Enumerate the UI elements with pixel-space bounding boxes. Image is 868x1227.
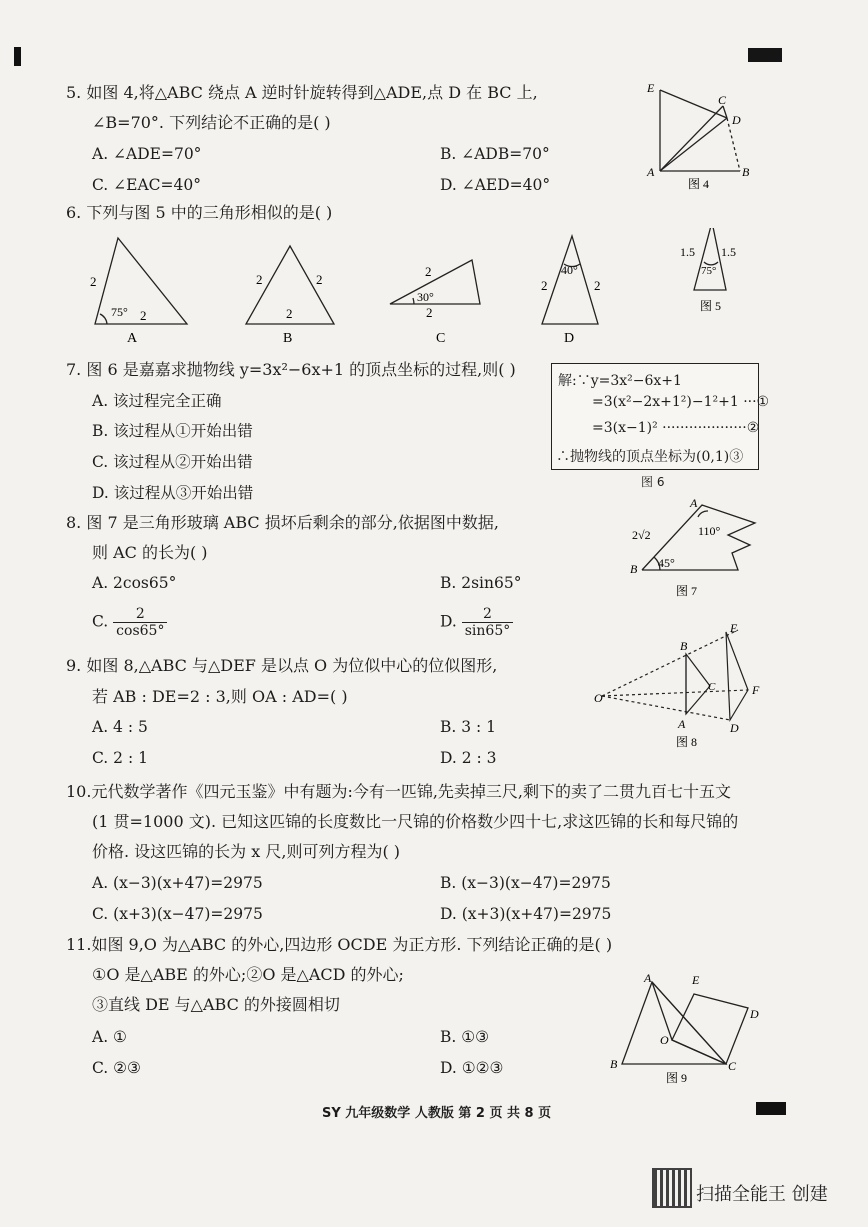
fig7-side: 2√2	[632, 528, 651, 542]
fig-c-side2: 2	[426, 305, 433, 320]
fig6-caption: 图 6	[641, 475, 665, 489]
q6-line1: 6. 下列与图 5 中的三角形相似的是( )	[66, 203, 333, 222]
q7-line1: 7. 图 6 是嘉嘉求抛物线 y=3x²−6x+1 的顶点坐标的过程,则( )	[66, 360, 516, 379]
q9-option-a[interactable]: A. 4 : 5	[92, 718, 148, 736]
q5-option-d[interactable]: D. ∠AED=40°	[440, 176, 551, 194]
q10-option-d[interactable]: D. (x+3)(x+47)=2975	[440, 905, 612, 923]
fig-a-label: A	[127, 331, 138, 346]
figure-9	[600, 968, 770, 1088]
q11-option-c[interactable]: C. ②③	[92, 1059, 141, 1077]
qr-code-icon	[652, 1168, 692, 1208]
q8-option-d-fraction	[462, 606, 514, 639]
fig9-caption: 图 9	[666, 1071, 688, 1085]
q11-line3: ③直线 DE 与△ABC 的外接圆相切	[92, 995, 340, 1014]
solution-line2: =3(x²−2x+1²)−1²+1 ···①	[592, 394, 770, 410]
fig8-caption: 图 8	[676, 735, 698, 749]
fig5-caption: 图 5	[700, 299, 722, 313]
q8-line1: 8. 图 7 是三角形玻璃 ABC 损坏后剩余的部分,依据图中数据,	[66, 513, 499, 532]
q8-option-c-numerator: 2	[113, 606, 167, 623]
q9-option-c[interactable]: C. 2 : 1	[92, 749, 148, 767]
fig8-label-e: E	[730, 621, 738, 635]
fig4-label-b: B	[742, 165, 750, 179]
fig-a-side1: 2	[90, 274, 97, 289]
q8-option-c[interactable]	[92, 606, 167, 639]
q5-line2: ∠B=70°. 下列结论不正确的是( )	[92, 113, 331, 132]
fig-d-label: D	[564, 331, 575, 346]
solution-box	[551, 363, 770, 470]
fig7-label-b: B	[630, 562, 638, 576]
fig-d-side1: 2	[541, 278, 548, 293]
fig-d-side2: 2	[594, 278, 601, 293]
q8-option-d[interactable]	[440, 606, 513, 639]
fig-b-label: B	[283, 331, 293, 346]
q5-option-b[interactable]: B. ∠ADB=70°	[440, 145, 550, 163]
fig8-label-b: B	[680, 639, 688, 653]
q8-option-d-denominator: sin65°	[464, 623, 511, 639]
fig4-label-e: E	[647, 81, 655, 95]
fig5-angle: 75°	[701, 265, 717, 277]
fig5-side1: 1.5	[680, 245, 695, 259]
q11-line2: ①O 是△ABE 的外心;②O 是△ACD 的外心;	[92, 965, 404, 984]
fig8-label-a: A	[678, 717, 686, 731]
q9-option-d[interactable]: D. 2 : 3	[440, 749, 497, 767]
q8-option-a[interactable]: A. 2cos65°	[92, 574, 177, 592]
q5-option-a[interactable]: A. ∠ADE=70°	[92, 145, 202, 163]
fig7-caption: 图 7	[676, 584, 698, 598]
q11-option-d[interactable]: D. ①②③	[440, 1059, 504, 1077]
q6-triangle-figures	[80, 228, 760, 348]
fig9-label-o: O	[660, 1033, 669, 1047]
fig5-side2: 1.5	[721, 245, 736, 259]
q8-line2: 则 AC 的长为( )	[92, 543, 208, 562]
fig9-label-d: D	[750, 1007, 759, 1021]
q10-option-a[interactable]: A. (x−3)(x+47)=2975	[92, 874, 263, 892]
q8-option-d-prefix: D.	[440, 612, 457, 631]
q10-line3: 价格. 设这匹锦的长为 x 尺,则可列方程为( )	[92, 842, 401, 861]
q10-line1: 10.元代数学著作《四元玉鉴》中有题为:今有一匹锦,先卖掉三尺,剩下的卖了二贯九百七十五文	[66, 782, 732, 801]
q5-option-c[interactable]: C. ∠EAC=40°	[92, 176, 201, 194]
fig7-angle-a: 110°	[698, 524, 721, 538]
fig4-label-c: C	[718, 93, 727, 107]
fig9-label-b: B	[610, 1057, 618, 1071]
fig4-label-a: A	[647, 165, 655, 179]
fig8-label-d: D	[730, 721, 739, 735]
fig-d-angle: 40°	[561, 263, 578, 277]
q8-option-c-denominator: cos65°	[116, 623, 165, 639]
fig7-angle-b: 45°	[658, 556, 675, 570]
fig-c-angle: 30°	[417, 290, 434, 304]
fig-a-side2: 2	[140, 308, 147, 323]
q8-option-d-numerator: 2	[462, 606, 514, 623]
fig8-label-o: O	[594, 691, 603, 705]
corner-mark-bottom-right	[756, 1102, 786, 1115]
fig9-label-c: C	[728, 1059, 737, 1073]
fig-c-label: C	[436, 331, 446, 346]
figure-7	[620, 495, 770, 605]
fig9-label-a: A	[644, 971, 652, 985]
q8-option-c-fraction	[113, 606, 167, 639]
q9-line2: 若 AB : DE=2 : 3,则 OA : AD=( )	[92, 687, 348, 706]
fig-b-side2: 2	[316, 272, 323, 287]
q9-option-b[interactable]: B. 3 : 1	[440, 718, 497, 736]
scanner-watermark-text: 扫描全能王 创建	[696, 1184, 828, 1205]
q7-option-d[interactable]: D. 该过程从③开始出错	[92, 484, 254, 502]
fig-c-side1: 2	[425, 264, 432, 279]
q11-option-b[interactable]: B. ①③	[440, 1028, 490, 1046]
q7-option-a[interactable]: A. 该过程完全正确	[92, 392, 222, 410]
q8-option-c-prefix: C.	[92, 612, 109, 631]
fig8-label-c: C	[708, 681, 716, 693]
corner-mark-top-right	[748, 48, 782, 62]
fig9-label-e: E	[692, 973, 700, 987]
q11-option-a[interactable]: A. ①	[92, 1028, 127, 1046]
page-footer: SY 九年级数学 人教版 第 2 页 共 8 页	[322, 1106, 552, 1121]
q7-option-b[interactable]: B. 该过程从①开始出错	[92, 422, 253, 440]
fig-a-angle: 75°	[111, 305, 128, 319]
corner-mark-top-left	[14, 47, 21, 66]
q10-line2: (1 贯=1000 文). 已知这匹锦的长度数比一尺锦的价格数少四十七,求这匹锦的长和每尺锦的	[92, 812, 739, 831]
fig-b-side1: 2	[256, 272, 263, 287]
q5-line1: 5. 如图 4,将△ABC 绕点 A 逆时针旋转得到△ADE,点 D 在 BC 上,	[66, 83, 538, 102]
figure-8	[590, 620, 770, 752]
fig4-label-d: D	[732, 113, 741, 127]
q11-line1: 11.如图 9,O 为△ABC 的外心,四边形 OCDE 为正方形. 下列结论正确的是( )	[66, 935, 613, 954]
q10-option-c[interactable]: C. (x+3)(x−47)=2975	[92, 905, 263, 923]
fig8-label-f: F	[752, 683, 760, 697]
fig-b-side3: 2	[286, 306, 293, 321]
q10-option-b[interactable]: B. (x−3)(x−47)=2975	[440, 874, 611, 892]
fig4-caption: 图 4	[688, 177, 710, 191]
solution-line1: 解:∵y=3x²−6x+1	[558, 373, 682, 389]
q7-option-c[interactable]: C. 该过程从②开始出错	[92, 453, 253, 471]
solution-line4: ∴抛物线的顶点坐标为(0,1)③	[556, 449, 744, 465]
q9-line1: 9. 如图 8,△ABC 与△DEF 是以点 O 为位似中心的位似图形,	[66, 656, 498, 675]
q8-option-b[interactable]: B. 2sin65°	[440, 574, 522, 592]
fig7-label-a: A	[690, 496, 698, 510]
solution-line3: =3(x−1)² ···················②	[592, 420, 760, 436]
figure-4	[630, 78, 760, 196]
